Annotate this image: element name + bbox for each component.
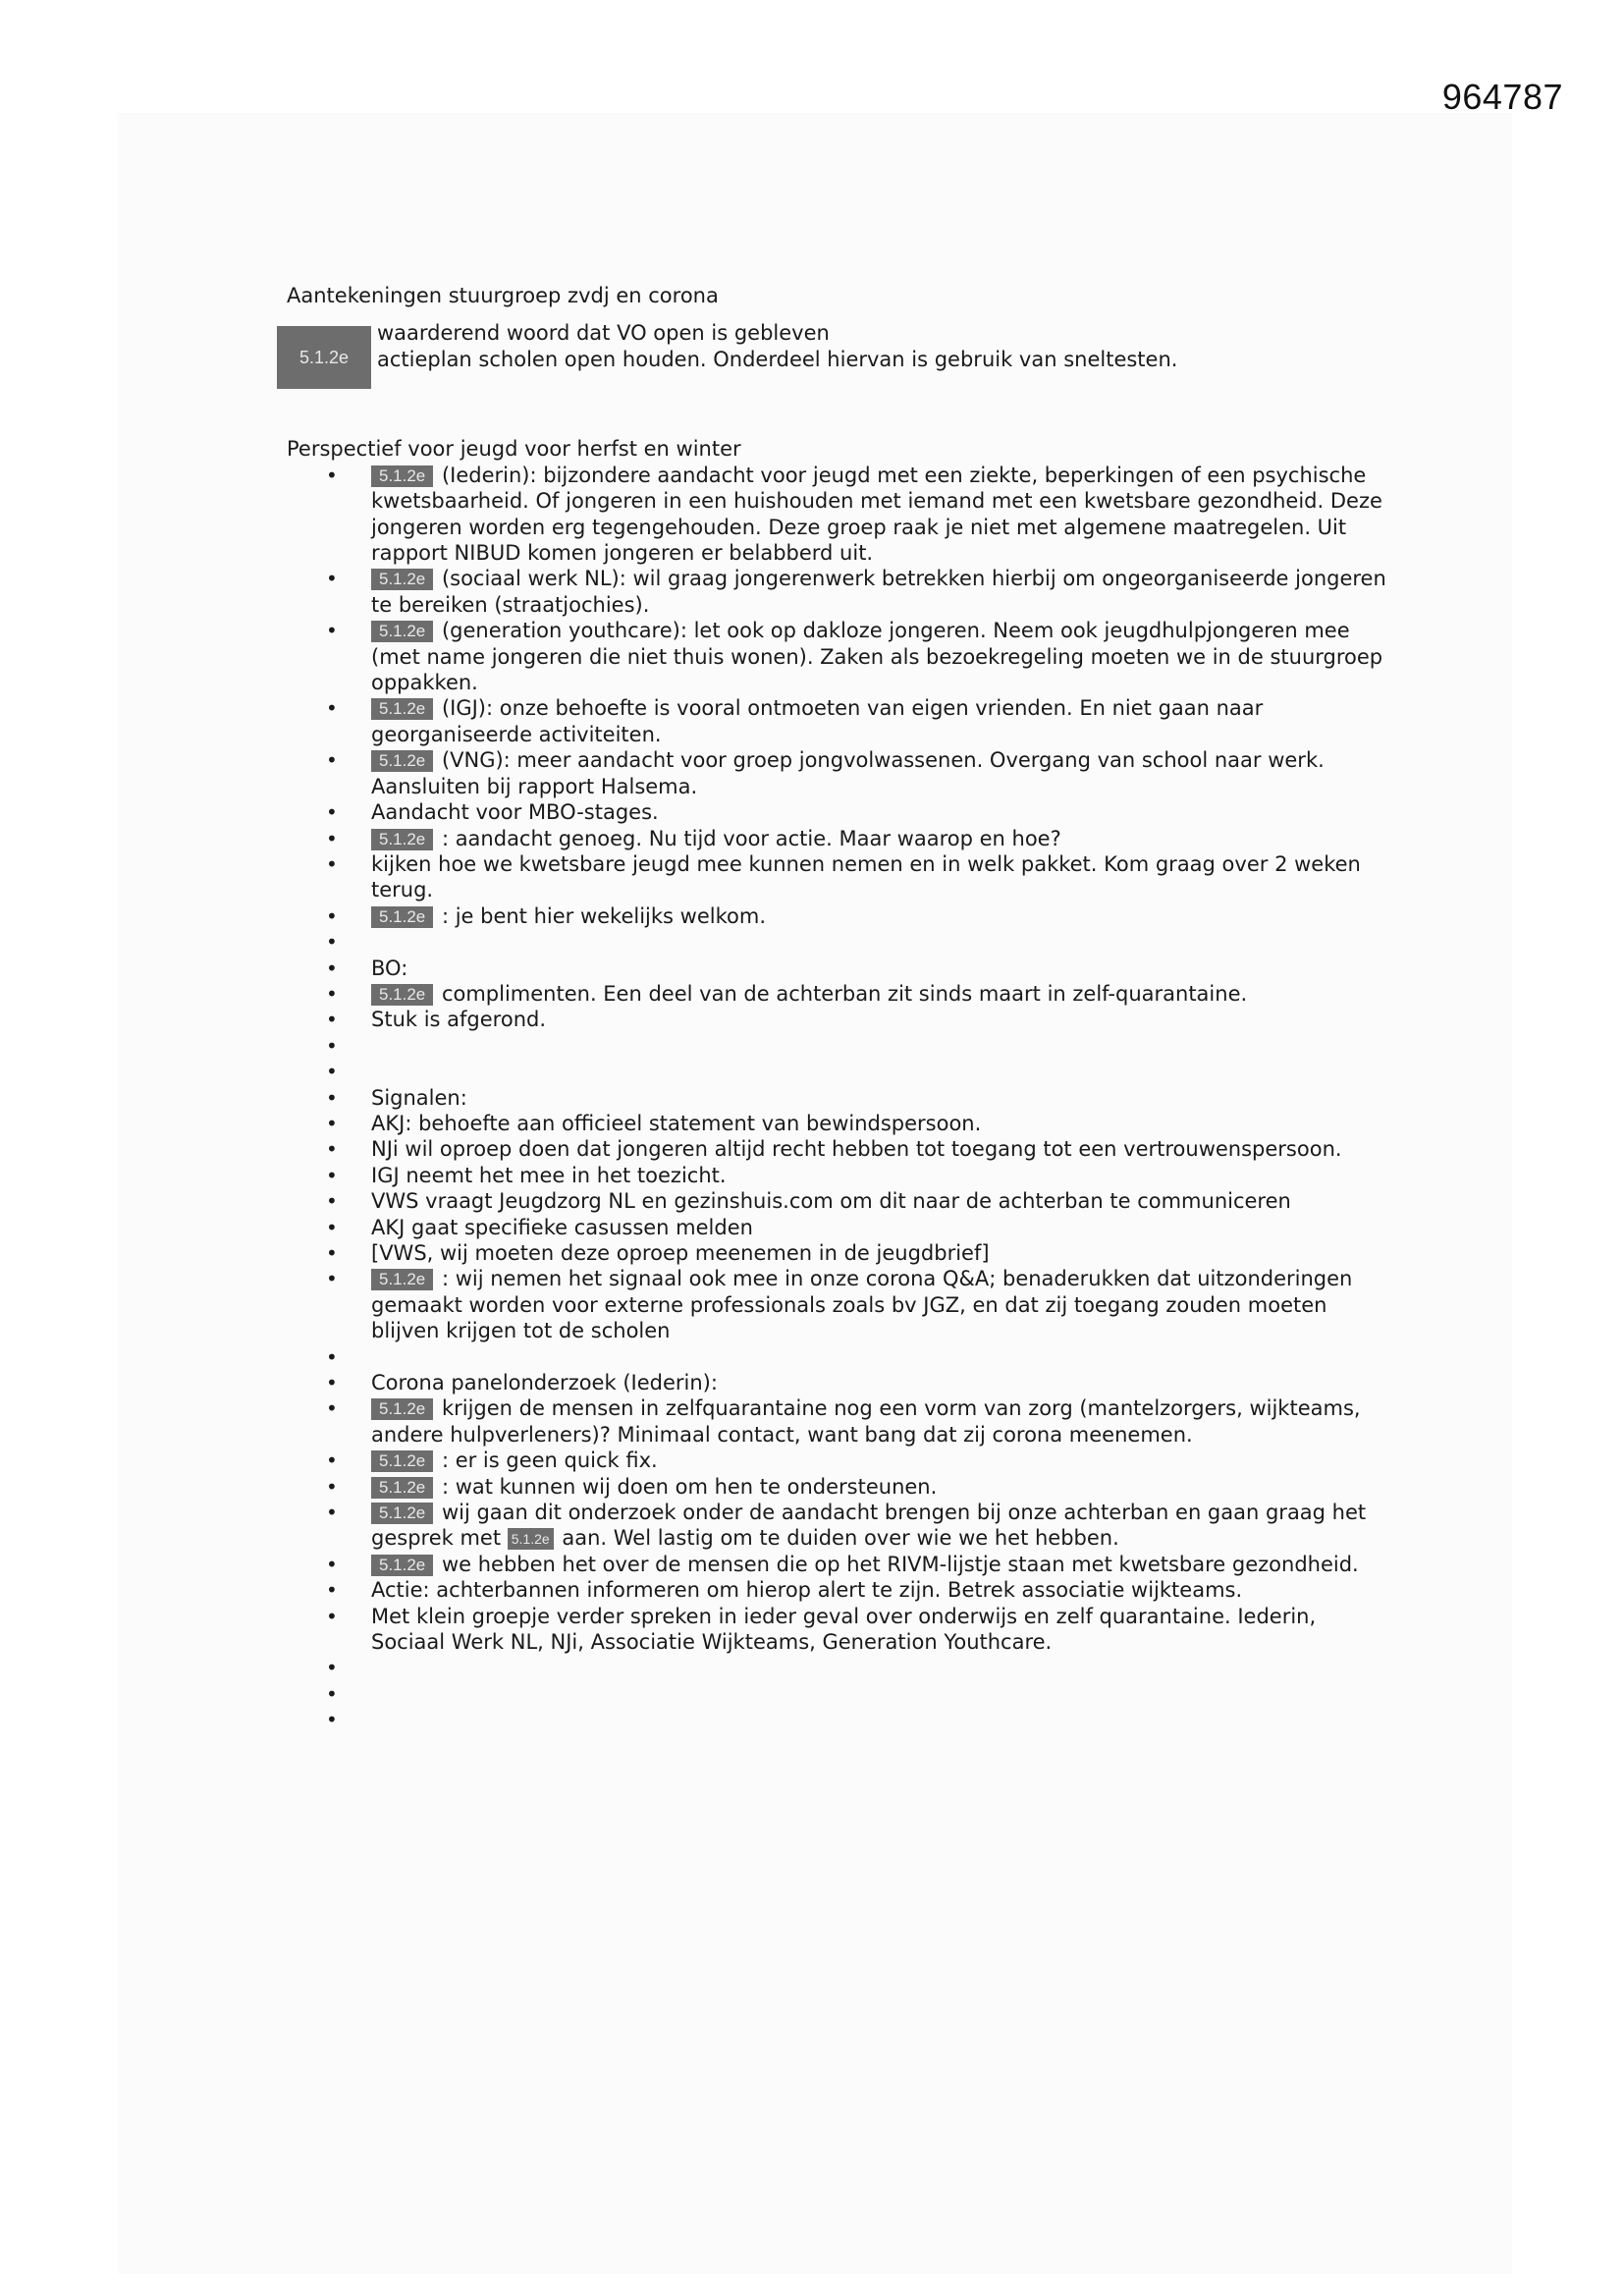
list-item xyxy=(326,956,1386,981)
list-item-text: VWS vraagt Jeugdzorg NL en gezinshuis.com om dit naar de achterban te communiceren xyxy=(371,1189,1291,1214)
bullet-icon: • xyxy=(326,1396,338,1421)
redaction-box: 5.1.2e xyxy=(371,1477,433,1499)
list-item xyxy=(326,1395,1386,1448)
bullet-icon: • xyxy=(326,1137,338,1162)
bullet-icon: • xyxy=(326,1501,338,1524)
bullet-icon: • xyxy=(326,1552,338,1576)
redaction-box: 5.1.2e xyxy=(371,1555,433,1576)
bullet-icon: • xyxy=(326,1656,338,1680)
bullet-icon: • xyxy=(326,1370,338,1394)
section-heading: Perspectief voor jeugd voor herfst en winter xyxy=(287,437,741,462)
bullet-icon: • xyxy=(326,851,338,876)
bullet-icon: • xyxy=(326,748,338,773)
list-item-text: IGJ neemt het mee in het toezicht. xyxy=(371,1163,727,1187)
list-item-text: NJi wil oproep doen dat jongeren altijd recht hebben tot toegang tot een vertrouwenspersoon. xyxy=(371,1137,1342,1162)
list-item xyxy=(326,981,1386,1007)
list-item xyxy=(326,1655,1386,1680)
redaction-box: 5.1.2e xyxy=(371,569,433,590)
intro-line: actieplan scholen open houden. Onderdeel hiervan is gebruik van sneltesten. xyxy=(377,347,1178,371)
bullet-icon: • xyxy=(326,1163,338,1187)
redaction-box: 5.1.2e xyxy=(371,1503,433,1524)
list-item-text: [VWS, wij moeten deze oproep meenemen in de jeugdbrief] xyxy=(371,1240,990,1265)
list-item-text: Stuk is afgerond. xyxy=(371,1008,547,1032)
bullet-icon: • xyxy=(326,930,338,955)
list-item xyxy=(326,1604,1386,1656)
bullet-icon: • xyxy=(326,1189,338,1214)
redaction-box: 5.1.2e xyxy=(277,326,371,389)
list-item xyxy=(326,1707,1386,1732)
list-item xyxy=(326,1059,1386,1084)
list-item xyxy=(326,1033,1386,1059)
list-item xyxy=(326,903,1386,929)
bullet-icon: • xyxy=(326,1267,338,1291)
list-item-text: BO: xyxy=(371,956,408,980)
list-item xyxy=(326,1266,1386,1343)
list-item xyxy=(326,1188,1386,1214)
list-item xyxy=(326,463,1386,567)
list-item xyxy=(326,1085,1386,1111)
document-body xyxy=(287,283,1386,1733)
document-number: 964787 xyxy=(1441,77,1563,117)
list-item xyxy=(326,1215,1386,1240)
bullet-icon: • xyxy=(326,463,338,487)
bullet-icon: • xyxy=(326,1215,338,1239)
redaction-box: 5.1.2e xyxy=(508,1528,554,1550)
list-item-text: complimenten. Een deel van de achterban zit sinds maart in zelf-quarantaine. xyxy=(435,981,1248,1006)
bullet-icon: • xyxy=(326,1474,338,1499)
list-item-text: Signalen: xyxy=(371,1085,467,1110)
bullet-icon: • xyxy=(326,1240,338,1265)
redaction-box: 5.1.2e xyxy=(371,1450,433,1472)
list-item-text: Actie: achterbannen informeren om hierop alert te zijn. Betrek associatie wijkteams. xyxy=(371,1578,1243,1603)
bullet-icon: • xyxy=(326,903,338,928)
list-item-text: : je bent hier wekelijks welkom. xyxy=(435,903,766,928)
list-item xyxy=(326,799,1386,825)
bullet-icon: • xyxy=(326,1060,338,1084)
list-item-text: Met klein groepje verder spreken in ieder geval over onderwijs en zelf quarantaine. Iederin, Sociaal Werk NL, NJi, Associatie Wijkteams, Generation Youthcare. xyxy=(371,1604,1317,1655)
list-item-text: (sociaal werk NL): wil graag jongerenwerk betrekken hierbij om ongeorganiseerde jongeren te bereiken (straatjochies). xyxy=(371,567,1386,617)
redaction-box: 5.1.2e xyxy=(371,750,433,772)
list-item xyxy=(326,1500,1386,1552)
list-item xyxy=(326,1370,1386,1395)
redaction-box: 5.1.2e xyxy=(371,984,433,1006)
redaction-box: 5.1.2e xyxy=(371,621,433,642)
list-item xyxy=(326,1240,1386,1266)
bullet-list xyxy=(287,463,1386,1733)
bullet-icon: • xyxy=(326,1449,338,1473)
list-item-text: AKJ: behoefte aan officieel statement van bewindspersoon. xyxy=(371,1111,982,1135)
bullet-icon: • xyxy=(326,1085,338,1110)
list-item-text: Aandacht voor MBO-stages. xyxy=(371,800,659,825)
list-item-text: (IGJ): onze behoefte is vooral ontmoeten van eigen vrienden. En niet gaan naar georganiseerde activiteiten. xyxy=(371,696,1264,746)
list-item xyxy=(326,695,1386,747)
bullet-icon: • xyxy=(326,981,338,1006)
bullet-icon: • xyxy=(326,1033,338,1058)
list-item-text: : aandacht genoeg. Nu tijd voor actie. Maar waarop en hoe? xyxy=(435,826,1061,850)
bullet-icon: • xyxy=(326,619,338,643)
list-item-text: (Iederin): bijzondere aandacht voor jeugd met een ziekte, beperkingen of een psychische kwetsbaarheid. Of jongeren in een huishouden met iemand met een kwetsbare gezondheid. Deze jongeren worden erg tegengehouden. Deze groep raak je niet met algemene maatregelen. Uit rapport NIBUD komen jongeren er belabberd uit. xyxy=(371,463,1382,566)
bullet-icon: • xyxy=(326,1111,338,1135)
list-item-text: we hebben het over de mensen die op het RIVM-lijstje staan met kwetsbare gezondheid. xyxy=(435,1552,1359,1576)
bullet-icon: • xyxy=(326,1578,338,1603)
list-item xyxy=(326,1163,1386,1188)
bullet-icon: • xyxy=(326,1681,338,1706)
list-item-text: wij gaan dit onderzoek onder de aandacht brengen bij onze achterban en gaan graag het gesprek met 5.1.2e aan. Wel lastig om te duiden over wie we het hebben. xyxy=(371,1501,1367,1551)
redaction-box: 5.1.2e xyxy=(371,465,433,487)
list-item xyxy=(326,1474,1386,1500)
list-item-text: : wat kunnen wij doen om hen te ondersteunen. xyxy=(435,1474,938,1499)
bullet-icon: • xyxy=(326,1604,338,1628)
list-item-text: krijgen de mensen in zelfquarantaine nog een vorm van zorg (mantelzorgers, wijkteams, andere hulpverleners)? Minimaal contact, want bang dat zij corona meenemen. xyxy=(371,1396,1361,1447)
document-title: Aantekeningen stuurgroep zvdj en corona xyxy=(287,284,719,307)
redaction-box: 5.1.2e xyxy=(371,1269,433,1290)
bullet-icon: • xyxy=(326,800,338,825)
list-item xyxy=(326,851,1386,903)
list-item xyxy=(326,1136,1386,1162)
list-item-text: AKJ gaat specifieke casussen melden xyxy=(371,1215,753,1239)
list-item xyxy=(326,1577,1386,1603)
list-item xyxy=(326,929,1386,955)
redaction-box: 5.1.2e xyxy=(371,829,433,850)
redaction-box: 5.1.2e xyxy=(371,698,433,720)
bullet-icon: • xyxy=(326,696,338,721)
list-item xyxy=(326,1681,1386,1707)
list-item-text: : wij nemen het signaal ook mee in onze corona Q&A; benaderukken dat uitzonderingen gemaakt worden voor externe professionals zoals bv JGZ, en dat zij toegang zouden moeten blijven krijgen tot de scholen xyxy=(371,1267,1353,1343)
list-item-text: (VNG): meer aandacht voor groep jongvolwassenen. Overgang van school naar werk. Aansluiten bij rapport Halsema. xyxy=(371,748,1325,798)
intro-block xyxy=(287,320,1386,383)
bullet-icon: • xyxy=(326,1008,338,1032)
list-item xyxy=(326,1007,1386,1032)
intro-line: waarderend woord dat VO open is gebleven xyxy=(377,321,830,346)
bullet-icon: • xyxy=(326,826,338,850)
list-item-text: (generation youthcare): let ook op dakloze jongeren. Neem ook jeugdhulpjongeren mee (met name jongeren die niet thuis wonen). Zaken als bezoekregeling moeten we in de stuurgroep oppakken. xyxy=(371,619,1383,695)
bullet-icon: • xyxy=(326,1344,338,1369)
list-item-text: kijken hoe we kwetsbare jeugd mee kunnen nemen en in welk pakket. Kom graag over 2 weken terug. xyxy=(371,851,1361,902)
list-item xyxy=(326,826,1386,851)
bullet-icon: • xyxy=(326,956,338,980)
bullet-icon: • xyxy=(326,567,338,591)
list-item xyxy=(326,1344,1386,1370)
list-item xyxy=(326,747,1386,799)
redaction-box: 5.1.2e xyxy=(371,1398,433,1420)
list-item xyxy=(326,618,1386,695)
list-item-text: Corona panelonderzoek (Iederin): xyxy=(371,1370,718,1394)
list-item-text: : er is geen quick fix. xyxy=(435,1449,658,1473)
list-item xyxy=(326,1448,1386,1473)
list-item xyxy=(326,1111,1386,1136)
redaction-box: 5.1.2e xyxy=(371,906,433,928)
bullet-icon: • xyxy=(326,1708,338,1732)
list-item xyxy=(326,566,1386,618)
list-item xyxy=(326,1552,1386,1577)
